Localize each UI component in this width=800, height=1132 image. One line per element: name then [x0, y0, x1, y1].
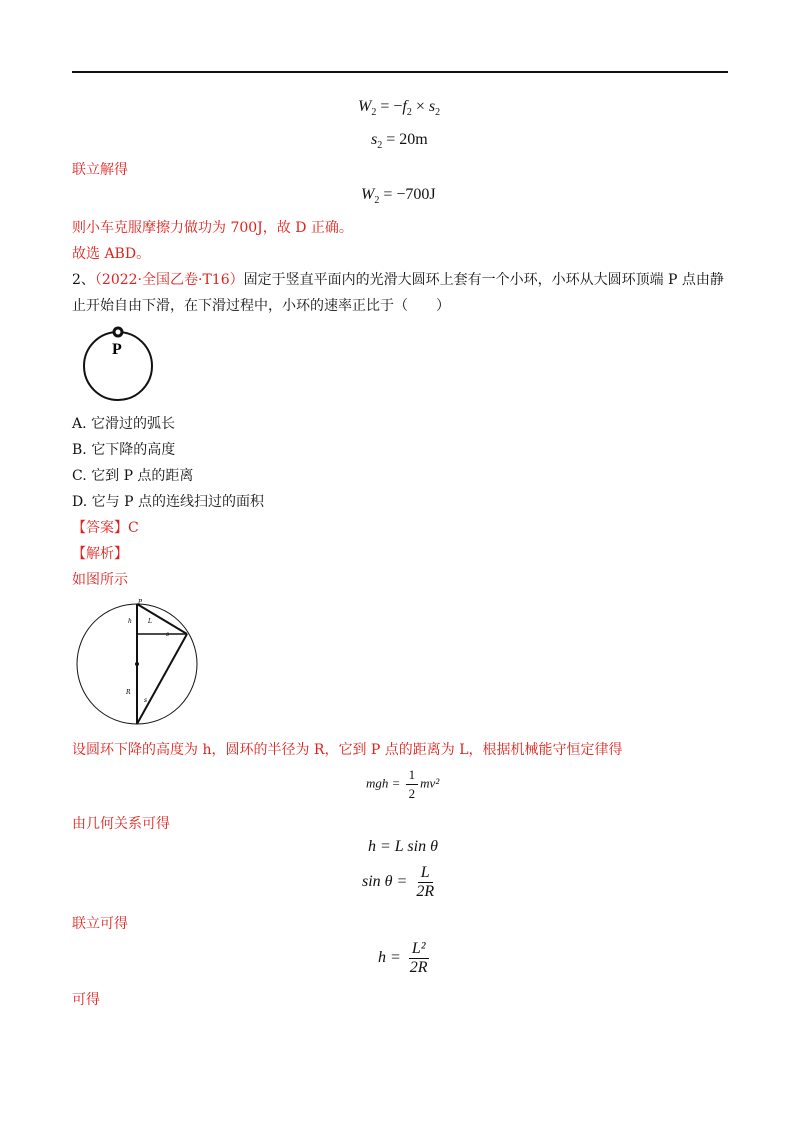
- geometry-relation-text: 由几何关系可得: [72, 816, 170, 832]
- equation-work-w2: $W_2 = -f_2 \times s_2$: [358, 98, 441, 119]
- combine-text-2: 联立可得: [72, 916, 128, 932]
- label-s2: s: [144, 697, 148, 704]
- final-choice-text: 故选 ABD。: [72, 246, 151, 262]
- header-rule: [72, 71, 728, 73]
- then-text: 可得: [72, 992, 100, 1008]
- equation-sin-theta: sin θ = $\frac{L}{2R}$: [362, 864, 435, 900]
- setup-text: 设圆环下降的高度为 h，圆环的半径为 R，它到 P 点的距离为 L，根据机械能守恒定律得: [72, 742, 623, 758]
- as-shown-text: 如图所示: [72, 572, 128, 588]
- label-p: P: [138, 599, 143, 606]
- answer-tag: 【答案】C: [72, 520, 139, 536]
- equation-distance-s2: $s_2 = 20m$: [371, 131, 428, 152]
- label-h: h: [128, 618, 132, 625]
- question-source: （2022·全国乙卷·T16）: [94, 272, 244, 288]
- label-r: R: [126, 689, 131, 696]
- conclusion-text: 则小车克服摩擦力做功为 700J，故 D 正确。: [72, 220, 353, 236]
- chord-to-bottom: [137, 634, 187, 724]
- geometry-diagram: [76, 598, 196, 728]
- question-2-line2: 止开始自由下滑，在下滑过程中，小环的速率正比于（ ）: [72, 298, 450, 314]
- option-b: B. 它下降的高度: [72, 442, 176, 458]
- point-p-label: P: [112, 341, 122, 358]
- energy-equation: mgh = $\frac{1}{2}$ mv²: [366, 767, 440, 801]
- chord-l: [137, 604, 187, 634]
- center-point: [135, 662, 139, 666]
- analysis-tag: 【解析】: [72, 546, 128, 562]
- small-ring-figure: [76, 322, 156, 402]
- equation-h-lsin: h = L sin θ: [368, 838, 438, 855]
- equation-h-result: h = $\frac{\text{L²}}{2R}$: [378, 940, 428, 976]
- option-a: A. 它滑过的弧长: [72, 416, 176, 432]
- label-s: s: [166, 631, 170, 638]
- combine-solve-text: 联立解得: [72, 162, 128, 178]
- small-ring-bead: [114, 328, 122, 336]
- question-2-line1: 2、（2022·全国乙卷·T16）固定于竖直平面内的光滑大圆环上套有一个小环，小环从大圆环顶端 P 点由静: [72, 272, 724, 288]
- equation-work-result: $W_2 = -700J$: [361, 186, 436, 207]
- label-l: L: [148, 618, 152, 625]
- option-c: C. 它到 P 点的距离: [72, 468, 194, 484]
- option-d: D. 它与 P 点的连线扫过的面积: [72, 494, 264, 510]
